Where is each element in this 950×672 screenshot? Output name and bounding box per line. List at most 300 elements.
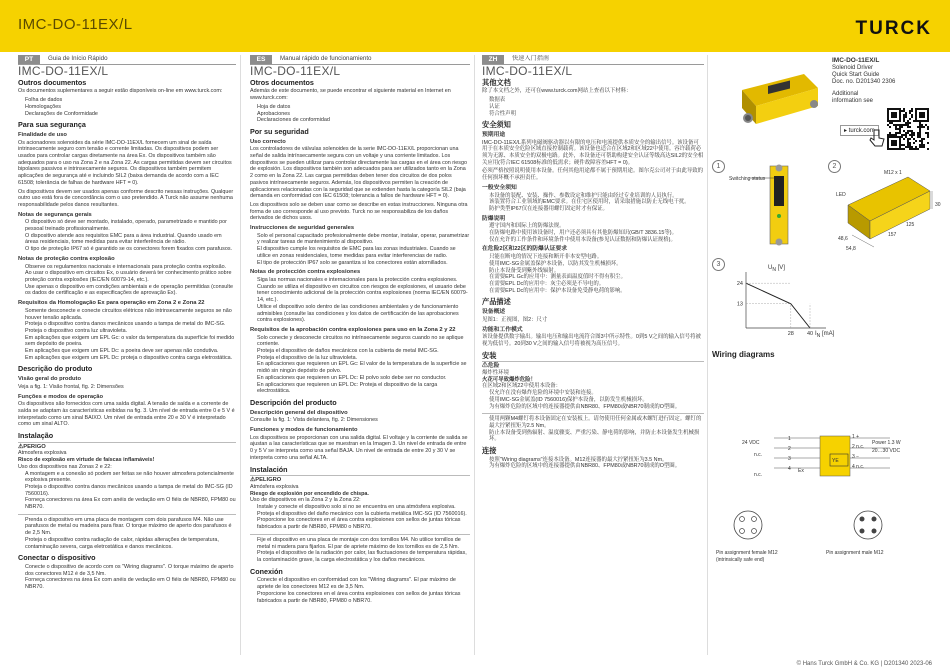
qr-module	[915, 118, 917, 120]
list-item: • Fije el dispositivo en una placa de montaje con dos tornillos M4. No utilice tornillos de metal ni madera para fijarlos. El par de apriete máximo de los tornillos es de 2,5 Nm.	[257, 537, 470, 550]
qr-code	[887, 108, 929, 150]
qr-module	[921, 126, 923, 128]
qr-module	[891, 142, 893, 144]
qr-module	[895, 126, 897, 128]
qr-module	[913, 134, 915, 136]
qr-module	[907, 130, 909, 132]
wiring-power: Power 1.3 W	[872, 440, 901, 446]
qr-module	[899, 130, 901, 132]
list-item: • Hoja de datos	[257, 104, 470, 111]
qr-module	[893, 116, 895, 118]
danger-text: Risco de explosão em virtude de faíscas inflamáveis!	[18, 457, 155, 464]
list-item: • Proteja el dispositivo de la luz ultravioleta.	[257, 355, 470, 362]
list-item: • Conecte el dispositivo en conformidad con los "Wiring diagrams". El par máximo de apriete de los conectores M12 es de 3,5 Nm.	[257, 577, 470, 590]
qr-module	[919, 122, 921, 124]
qr-module	[889, 148, 891, 150]
list-item: • 使用IMC-SG金属盖(ID 7560016)保护本设备，以防发生机械损坏。	[489, 397, 704, 404]
list-item: • Siga las normas nacionales e internacionales para la protección contra explosiones.	[257, 277, 470, 284]
qr-module	[905, 132, 907, 134]
list-item: • En aplicaciones que requieren un EPL Dc: Proteja el dispositivo de la carga electrostática.	[257, 382, 470, 395]
list-item: • O dispositivo só deve ser montado, instalado, operado, parametrizado e mantido por pessoal treinado profissionalmente.	[25, 219, 236, 232]
qr-module	[903, 148, 905, 150]
heading-intended-use: Finalidade de uso	[18, 131, 67, 138]
general-safety-list	[18, 219, 236, 253]
qr-module	[909, 148, 911, 150]
qr-module	[897, 124, 899, 126]
paragraph: Os dispositivos são fornecidos com uma saída digital. A tensão de saída e a corrente de saída se adaptam às características exibidas na fig. 3. Um nível de entrada entre 0 e 5 V é interpretado como um sinal BAIXO. Um nível de entrada entre 20 e 30 V é interpretado como um sinal ALTO.	[18, 401, 235, 428]
heading-zone-requirements: 在危险2区和22区的防爆认证要求	[482, 246, 568, 253]
heading-other-docs: Otros documentos	[250, 77, 314, 87]
general-safety-list	[250, 233, 470, 267]
qr-module	[891, 122, 893, 124]
qr-module	[901, 124, 903, 126]
qr-module	[909, 146, 911, 148]
qr-module	[907, 138, 909, 140]
qr-module	[911, 108, 913, 110]
qr-module	[889, 134, 891, 136]
language-tag: ES	[250, 55, 272, 64]
wiring-ye: YE	[832, 458, 839, 464]
footer-copyright: © Hans Turck GmbH & Co. KG | D201340 2023-06	[796, 661, 932, 667]
qr-module	[923, 116, 925, 118]
wiring-24vdc: 24 VDC	[742, 440, 760, 446]
list-item: • A montagem e a conexão só podem ser feitas se não houver atmosfera potencialmente explosiva presente.	[25, 471, 236, 484]
paragraph: Además de este documento, se puede encontrar el siguiente material en Internet en www.turck.com:	[250, 88, 451, 102]
danger-text-2: 在区域2和区域22中使用本设备：	[482, 383, 562, 390]
qr-module	[909, 122, 911, 124]
qr-module	[917, 136, 919, 138]
side-additional: Additional	[832, 91, 859, 97]
qr-module	[917, 126, 919, 128]
dim-48-label: 48,6	[838, 236, 848, 242]
heading-other-docs: 其他文档	[482, 77, 511, 87]
list-item: • 在需要EPL Gc的应用中：测量表面温度值时不得有积尘。	[489, 274, 704, 281]
heading-intended-use: 预期用途	[482, 131, 506, 138]
figure-1-number: 1	[712, 160, 725, 173]
figure-3-characteristic-chart	[728, 262, 838, 342]
qr-module	[927, 128, 929, 130]
qr-module	[923, 144, 925, 146]
qr-module	[911, 146, 913, 148]
product-photo	[728, 60, 824, 150]
language-tag: ZH	[482, 55, 504, 64]
qr-module	[897, 128, 899, 130]
pin-male-label: Pin assignment male M12	[826, 550, 884, 556]
heading-ex-protection: Notas de protección contra explosiones	[250, 269, 361, 276]
qr-module	[897, 108, 899, 110]
qr-module	[887, 134, 889, 136]
qr-module	[909, 134, 911, 136]
list-item: • 仅在允许的工作条件和环境条件中使用本设备(参见认证数据和防爆认证规格)。	[489, 237, 704, 244]
qr-module	[889, 120, 891, 122]
danger-text-2: Uso dos dispositivos nas Zonas 2 e 22:	[18, 463, 112, 470]
danger-text-2: Uso de dispositivos en la Zona 2 y la Zona 22:	[250, 497, 361, 504]
chart-y-tick-label: 13	[736, 301, 743, 308]
qr-module	[907, 132, 909, 134]
qr-module	[913, 120, 915, 122]
wiring-pin-4-right: 4 n.c.	[852, 464, 865, 470]
list-item: • Solo conecte y desconecte circuitos no intrínsecamente seguros cuando no se aplique corriente.	[257, 335, 470, 348]
other-docs-list	[250, 104, 470, 124]
qr-module	[915, 140, 917, 142]
list-item: • El tipo de protección IP67 solo se garantiza si los conectores están atornillados.	[257, 260, 470, 267]
dim-54-label: 54,8	[846, 246, 856, 252]
qr-module	[927, 112, 929, 114]
qr-module	[887, 146, 889, 148]
qr-module	[903, 134, 905, 136]
dim-157-label: 157	[888, 232, 897, 238]
qr-module	[901, 144, 903, 146]
list-item: • 使用两颗M4螺钉将本设备固定在安装板上。请勿使用任何金属或木螺钉进行固定。螺钉的最大拧紧扭矩为2.5 Nm。	[489, 416, 704, 429]
qr-module	[919, 144, 921, 146]
qr-module	[893, 134, 895, 136]
qr-module	[919, 128, 921, 130]
qr-module	[925, 132, 927, 134]
qr-module	[907, 120, 909, 122]
qr-module	[927, 108, 929, 110]
heading-intended-use: Uso correcto	[250, 138, 286, 145]
qr-module	[909, 112, 911, 114]
qr-module	[891, 134, 893, 136]
paragraph: 必须严格按照说明使用本设备。任何其他用途都不属于预期用途。图尔克公司对于由此导致的任何损坏概不承担责任。	[482, 168, 704, 182]
qr-module	[919, 114, 921, 116]
paragraph: Os acionadores solenoides da série IMC-DO-11EX/L fornecem um sinal de saída intrinsecamente seguro com tensão e corrente limitadas. Os dispositivos podem ser usados para controlar cargas diretamente na área Ex. Os dispositivos também são adequados para o uso na Zona 2 e na Zona 22. As cargas permitidas devem ser circuitos bipolares passivos e intrinsecamente seguros. Os dispositivos também permitem aplicações de segurança até e incluindo SIL2 (baixa demanda de acordo com a IEC 61508; tolerância de falhas de hardware HFT = 0).	[18, 139, 232, 186]
qr-module	[887, 144, 889, 146]
paragraph: 该设备提供数字输出。输出电压和输出电流符合图3中所示特性。0到5 V之间的输入信号将被视为低信号。20到30 V之间的输入信号将被视为高压信号。	[482, 334, 701, 347]
qr-module	[927, 134, 929, 136]
qr-module	[925, 108, 927, 110]
qr-module	[919, 140, 921, 142]
qr-module	[891, 112, 893, 114]
wiring-pin-2-right: 2 n.c.	[852, 444, 865, 450]
qr-module	[899, 118, 901, 120]
qr-module	[919, 112, 921, 114]
qr-module	[927, 118, 929, 120]
qr-module	[921, 108, 923, 110]
column-divider	[474, 55, 475, 655]
heading-functions: Funções e modos de operação	[18, 393, 104, 400]
paragraph: IMC-DO-11EX/L系列电磁阀驱动器以有限的电压和电流提供本质安全的输出信号。该设备可用于在本质安全危险区域直接控制载荷。该设备也适合在区域2和区域22中使用。容许载荷必须为无源、本质安全的双极电路。此外，本设备还可帮助构建安全认证等级高达SIL2的安全相关应用(符合IEC 61508标准的低需求；硬件故障容差HFT = 0)。	[482, 139, 704, 166]
list-item: • 在需要EPL Dc的应用中：保护本设备免受静电荷的影响。	[489, 288, 704, 295]
other-docs-list	[18, 97, 236, 117]
qr-module	[903, 144, 905, 146]
qr-module	[893, 148, 895, 150]
danger-subtitle: 爆炸性环境	[482, 370, 509, 377]
dim-m12-label: M12 x 1	[884, 170, 902, 176]
connect-list	[18, 564, 236, 591]
qr-module	[887, 110, 889, 112]
qr-module	[889, 136, 891, 138]
qr-module	[903, 108, 905, 110]
qr-module	[897, 148, 899, 150]
zone-requirements-list	[482, 254, 704, 294]
turck-logo: TURCK	[855, 18, 932, 39]
wiring-pin-1-left: 1	[788, 436, 791, 442]
list-item: • Em aplicações que exigem um EPL Gc: o valor da temperatura da superfície foi medido sem depósito de poeira.	[25, 335, 236, 348]
qr-module	[905, 136, 907, 138]
danger-text: 火花可导致爆炸危险！	[482, 376, 536, 383]
qr-module	[891, 136, 893, 138]
list-item: • 按照"Wiring diagrams"连接本设备。M12连接器的最大拧紧扭矩为3.5 Nm。	[489, 457, 704, 464]
heading-zone-requirements: Requisitos da Homologação Ex para operação em Zona 2 e Zona 22	[18, 300, 205, 307]
qr-module	[903, 130, 905, 132]
list-item: • Somente desconecte e conecte circuitos elétricos não intrinsecamente seguros se não houver tensão aplicada.	[25, 308, 236, 321]
qr-module	[921, 124, 923, 126]
list-item: • 认证	[489, 104, 704, 111]
list-item: • Proteja o dispositivo contra luz ultravioleta.	[25, 328, 236, 335]
list-item: • Prenda o dispositivo em uma placa de montagem com dois parafusos M4. Não use parafusos de metal ou madeira para fixar. O torque máximo de aperto dos parafusos é de 2,5 Nm.	[25, 517, 236, 537]
qr-module	[903, 138, 905, 140]
column-spanish	[250, 55, 470, 655]
qr-module	[917, 120, 919, 122]
heading-connect: Conectar o dispositivo	[18, 553, 96, 563]
paragraph: Consulte la fig. 1: Vista delantera, fig. 2: Dimensiones	[250, 417, 378, 424]
qr-module	[913, 148, 915, 150]
qr-module	[903, 120, 905, 122]
qr-module	[905, 114, 907, 116]
qr-module	[887, 108, 889, 110]
connect-list	[250, 577, 470, 604]
danger-warning	[18, 442, 236, 515]
list-item: • 遵守国内和国际上的防爆法规。	[489, 223, 704, 230]
list-item: • 在防爆电路中使用该设备时，用户还必须具有其他防爆知识(GB/T 3836.15等)。	[489, 230, 704, 237]
qr-module	[921, 114, 923, 116]
qr-module	[921, 140, 923, 142]
paragraph: Os documentos suplementares a seguir estão disponíveis on-line em www.turck.com:	[18, 88, 223, 95]
qr-module	[899, 112, 901, 114]
qr-module	[895, 120, 897, 122]
qr-module	[921, 146, 923, 148]
list-item: • Proteja o dispositivo contra danos mecânicos usando a tampa de metal do IMC-SG (ID 7560016).	[25, 484, 236, 497]
qr-module	[899, 138, 901, 140]
qr-module	[919, 132, 921, 134]
wiring-pin-1-right: 1 +	[852, 434, 860, 440]
list-item: • Proporcione los conectores en el área contra explosiones con sellos de juntas tóricas fabricados a partir de NBR80, FPM80 o NBR70.	[257, 591, 470, 604]
figure-2-dimensions	[838, 165, 942, 255]
qr-module	[927, 110, 929, 112]
danger-title: ⚠ PELIGRO	[250, 477, 470, 484]
wiring-power-range: 20…30 VDC	[872, 448, 901, 454]
list-item: • Solo el personal capacitado profesionalmente debe montar, instalar, operar, parametrizar y realizar tareas de mantenimiento al dispositivo.	[257, 233, 470, 246]
list-item: • 符合性声明	[489, 111, 704, 118]
qr-module	[895, 128, 897, 130]
qr-module	[905, 146, 907, 148]
list-item: • Forneça conectores na área Ex com anéis de vedação em O fiéis de NBR80, FPM80 ou NBR70.	[25, 497, 236, 510]
qr-module	[887, 138, 889, 140]
chart-y-tick-label: 24	[736, 281, 743, 288]
list-item: • 在需要EPL Dc的应用中：灰尘必须是不导电的。	[489, 281, 704, 288]
list-item: • Proporcione los conectores en el área contra explosiones con sellos de juntas tóricas fabricados a partir de NBR80, FPM80 o NBR70.	[257, 517, 470, 530]
qr-module	[899, 148, 901, 150]
wiring-nc-1: n.c.	[754, 452, 763, 458]
qr-module	[911, 114, 913, 116]
list-item: • Conecte o dispositivo de acordo com os "Wiring diagrams". O torque máximo de aperto dos conectores M12 é de 3,5 Nm.	[25, 564, 236, 577]
header-bar	[0, 0, 950, 52]
qr-module	[915, 146, 917, 148]
ex-protection-list	[18, 264, 236, 298]
qr-module	[909, 126, 911, 128]
qr-module	[899, 144, 901, 146]
qr-module	[895, 136, 897, 138]
heading-connect: 连接	[482, 446, 497, 456]
qr-module	[925, 120, 927, 122]
qr-module	[911, 116, 913, 118]
side-info	[832, 57, 942, 105]
ex-protection-list	[482, 223, 704, 243]
other-docs-list	[482, 97, 704, 117]
qr-module	[899, 128, 901, 130]
list-item: • Proteja el dispositivo de daños mecánicos con la cubierta de metal IMC-SG.	[257, 348, 470, 355]
pin-female-label-2: (intrinsically safe end)	[716, 557, 765, 563]
qr-module	[887, 114, 889, 116]
dim-30-label: 30	[935, 202, 941, 208]
qr-module	[895, 144, 897, 146]
product-title: IMC-DO-11EX/L	[18, 16, 133, 33]
qr-module	[893, 120, 895, 122]
qr-module	[907, 140, 909, 142]
qr-module	[893, 140, 895, 142]
list-item: • 防止本设备受到热辐射、温度骤变、严重污染、静电荷的影响，并防止本设备发生机械损坏。	[489, 430, 704, 443]
chart-x-label: $I_N$ [mA]	[815, 331, 835, 340]
qr-module	[899, 116, 901, 118]
qr-module	[899, 120, 901, 122]
qr-module	[889, 126, 891, 128]
column-title: IMC-DO-11EX/L	[250, 64, 341, 78]
heading-product-description: Descripción del producto	[250, 397, 337, 407]
wiring-pin-2-left: 2	[788, 446, 791, 452]
zone-requirements-list	[250, 335, 470, 395]
qr-module	[903, 118, 905, 120]
column-portuguese	[18, 55, 236, 655]
qr-module	[927, 136, 929, 138]
list-item: • 仅允许在没有爆炸危险的环境中安装和连接。	[489, 390, 704, 397]
hand-pointer-icon	[868, 128, 886, 150]
chart-x-tick-label: 28	[787, 331, 794, 337]
heading-installation: 安装	[482, 350, 497, 360]
qr-module	[919, 116, 921, 118]
mounting-list	[482, 416, 704, 443]
qr-module	[923, 138, 925, 140]
dim-125-label: 125	[906, 222, 915, 228]
qr-module	[895, 108, 897, 110]
qr-module	[895, 124, 897, 126]
list-item: • Ao usar o dispositivo em circuitos Ex, o usuário deverá ter conhecimento prático sobre proteção contra explosões (IEC/EN 60079-14, etc.).	[25, 270, 236, 283]
wiring-diagram	[740, 428, 920, 484]
list-item: • Proteja el dispositivo del daño mecánico con la cubierta metálica IMC-SG (ID 7560016).	[257, 511, 470, 518]
qr-module	[887, 116, 889, 118]
qr-module	[903, 116, 905, 118]
qr-module	[899, 142, 901, 144]
column-title: IMC-DO-11EX/L	[18, 64, 109, 78]
qr-module	[927, 142, 929, 144]
male-m12-pin-diagram	[848, 505, 888, 545]
qr-module	[919, 126, 921, 128]
qr-module	[927, 126, 929, 128]
qr-module	[887, 118, 889, 120]
heading-product-description: 产品描述	[482, 297, 511, 307]
qr-module	[907, 142, 909, 144]
list-item: • Em aplicações que exigem um EPL Dc: proteja o dispositivo contra carga eletrostática.	[25, 355, 236, 362]
qr-module	[917, 132, 919, 134]
qr-module	[893, 144, 895, 146]
column-divider	[240, 55, 241, 655]
qr-module	[891, 108, 893, 110]
danger-text: Riesgo de explosión por encendido de chispa.	[250, 490, 369, 497]
qr-module	[919, 108, 921, 110]
qr-module	[899, 114, 901, 116]
chart-y-label: $U_N$ [V]	[768, 265, 785, 274]
qr-module	[889, 122, 891, 124]
danger-subtitle: Atmósfera explosiva	[250, 483, 299, 490]
qr-module	[899, 124, 901, 126]
heading-safety: Para sua segurança	[18, 120, 86, 130]
switching-status-label: Switching status	[729, 176, 766, 182]
qr-module	[921, 116, 923, 118]
qr-module	[903, 114, 905, 116]
qr-module	[893, 136, 895, 138]
heading-functions: 功能和工作模式	[482, 326, 523, 333]
qr-module	[927, 116, 929, 118]
qr-module	[911, 130, 913, 132]
qr-module	[887, 140, 889, 142]
qr-module	[895, 114, 897, 116]
qr-module	[919, 120, 921, 122]
general-safety-list	[482, 193, 704, 213]
paragraph: Los dispositivos se proporcionan con una salida digital. El voltaje y la corriente de salida se ajustan a las características que se muestran en la Imagen 3. Un nivel de entrada de entre 0 y 5 V se interpreta como una señal BAJA. Un nivel de entrada de entre 20 y 30 V se interpreta como una señal ALTA.	[250, 434, 468, 461]
list-item: • 防护类型IP67仅在连接器用螺钉固定时才有保证。	[489, 206, 704, 213]
qr-module	[915, 114, 917, 116]
list-item: • Declarações de Conformidade	[25, 111, 236, 118]
qr-module	[903, 124, 905, 126]
qr-module	[901, 134, 903, 136]
figure-3-number: 3	[712, 258, 725, 271]
qr-module	[889, 132, 891, 134]
qr-module	[909, 144, 911, 146]
qr-module	[915, 148, 917, 150]
chart-x-tick-label: 40	[806, 331, 814, 337]
qr-module	[891, 148, 893, 150]
danger-list	[482, 390, 704, 410]
qr-module	[899, 108, 901, 110]
qr-module	[915, 110, 917, 112]
list-item: • 该装置符合工业领域的EMC要求。在住宅区使用时，请采取措施以防止无线电干扰。	[489, 199, 704, 206]
wiring-pin-3-right: 3 −	[852, 454, 860, 460]
qr-module	[927, 114, 929, 116]
qr-module	[895, 148, 897, 150]
qr-module	[927, 148, 929, 150]
qr-module	[905, 134, 907, 136]
qr-module	[923, 108, 925, 110]
qr-module	[911, 132, 913, 134]
qr-module	[923, 114, 925, 116]
qr-module	[911, 110, 913, 112]
qr-module	[917, 108, 919, 110]
qr-module	[899, 136, 901, 138]
qr-module	[911, 134, 913, 136]
language-label: Manual rápido de funcionamiento	[280, 55, 372, 63]
list-item: • O dispositivo atende aos requisitos EMC para a área industrial. Quando usado em áreas residenciais, tome medidas para evitar interferência de rádio.	[25, 233, 236, 246]
qr-module	[897, 136, 899, 138]
qr-module	[921, 142, 923, 144]
list-item: • 使用IMC-SG金属盖保护本设备，以防其发生机械损坏。	[489, 261, 704, 268]
list-item: • Forneça conectores na área Ex com anéis de vedação em O fiéis de NBR80, FPM80 ou NBR70.	[25, 577, 236, 590]
column-chinese	[482, 55, 704, 655]
mounting-list	[250, 537, 470, 564]
paragraph: 见图1：正视图，图2：尺寸	[482, 316, 548, 323]
qr-module	[887, 120, 889, 122]
heading-zone-requirements: Requisitos de la aprobación contra explosiones para uso en la Zona 2 y 22	[250, 326, 456, 333]
list-item: • 为有爆炸危险的区域中的连接器提供由NBR80、FPM80或NBR70制成的O型圈。	[489, 404, 704, 411]
